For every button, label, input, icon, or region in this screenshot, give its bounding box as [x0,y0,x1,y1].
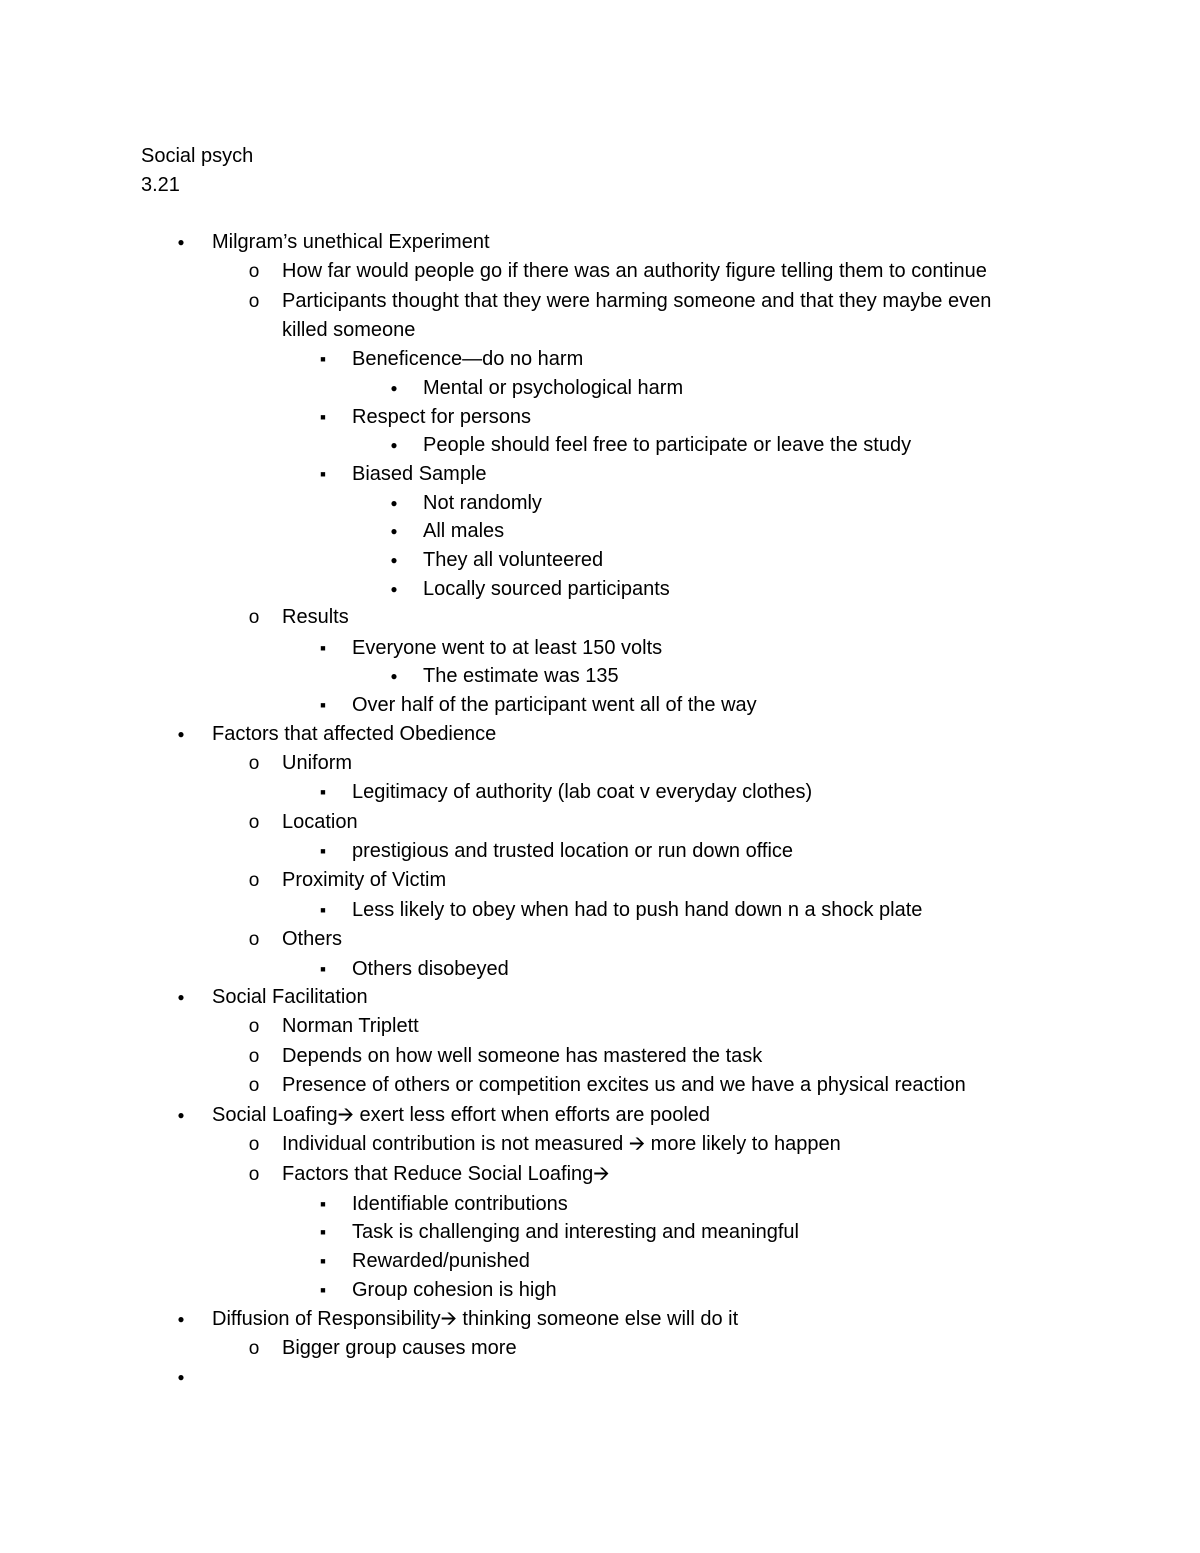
hollow-bullet-icon [244,257,264,286]
round-bullet-icon [171,228,191,259]
hollow-bullet-icon [244,1042,264,1071]
square-bullet-icon [313,1218,333,1250]
round-bullet-icon [171,720,191,751]
hollow-bullet-icon [244,287,264,316]
round-bullet-icon [171,1101,191,1132]
square-bullet-icon [313,403,333,435]
square-bullet-icon [313,896,333,928]
document-title: Social psych [141,145,254,167]
square-bullet-icon [313,1276,333,1308]
square-bullet-icon [313,460,333,492]
round-bullet-icon [384,517,404,548]
hollow-bullet-icon [244,603,264,632]
list-item-level-4: Mental or psychological harm [423,377,684,399]
list-item-level-3: Group cohesion is high [352,1279,557,1301]
list-item-level-4: Locally sourced participants [423,578,670,600]
list-item-level-2: How far would people go if there was an authority figure telling them to continue [282,260,987,282]
round-bullet-icon [384,662,404,693]
list-item-level-2: Results [282,606,349,628]
list-item-level-4: The estimate was 135 [423,665,619,687]
square-bullet-icon [313,837,333,869]
square-bullet-icon [313,691,333,723]
hollow-bullet-icon [244,1071,264,1100]
list-item-level-4: People should feel free to participate or leave the study [423,434,912,456]
round-bullet-icon [384,489,404,520]
list-item-level-2: Norman Triplett [282,1015,419,1037]
round-bullet-icon [384,374,404,405]
list-item-level-2: Others [282,928,343,950]
list-item-level-3: Identifiable contributions [352,1193,568,1215]
list-item-level-3: Less likely to obey when had to push hand down n a shock plate [352,899,923,921]
square-bullet-icon [313,345,333,377]
hollow-bullet-icon [244,1130,264,1159]
hollow-bullet-icon [244,1334,264,1363]
list-item-level-3: Everyone went to at least 150 volts [352,637,663,659]
list-item-level-2: Proximity of Victim [282,869,447,891]
round-bullet-icon [384,575,404,606]
list-item-level-2: Factors that Reduce Social Loafing🡪 [282,1163,610,1185]
list-item-continuation: killed someone [282,319,416,341]
list-item-level-2: Depends on how well someone has mastered the task [282,1045,763,1067]
list-item-level-2: Location [282,811,358,833]
round-bullet-icon [171,1363,191,1394]
list-item-level-1: Factors that affected Obedience [212,723,497,745]
list-item-level-2: Bigger group causes more [282,1337,517,1359]
list-item-level-3: Legitimacy of authority (lab coat v everyday clothes) [352,781,813,803]
square-bullet-icon [313,634,333,666]
square-bullet-icon [313,1247,333,1279]
round-bullet-icon [384,546,404,577]
list-item-level-1: Social Facilitation [212,986,368,1008]
list-item-level-3: Others disobeyed [352,958,509,980]
list-item-level-4: They all volunteered [423,549,604,571]
list-item-level-2: Participants thought that they were harming someone and that they maybe even [282,290,992,312]
list-item-level-2: Individual contribution is not measured 🡪 more likely to happen [282,1133,841,1155]
list-item-level-2: Presence of others or competition excites us and we have a physical reaction [282,1074,966,1096]
list-item-level-3: prestigious and trusted location or run down office [352,840,794,862]
list-item-level-1: Social Loafing🡪 exert less effort when efforts are pooled [212,1104,711,1126]
list-item-level-4: Not randomly [423,492,542,514]
list-item-level-4: All males [423,520,505,542]
list-item-level-3: Task is challenging and interesting and meaningful [352,1221,799,1243]
list-item-level-2: Uniform [282,752,353,774]
hollow-bullet-icon [244,1160,264,1189]
round-bullet-icon [384,431,404,462]
hollow-bullet-icon [244,1012,264,1041]
list-item-level-1: Milgram’s unethical Experiment [212,231,490,253]
list-item-level-3: Rewarded/punished [352,1250,530,1272]
square-bullet-icon [313,778,333,810]
hollow-bullet-icon [244,866,264,895]
list-item-level-3: Biased Sample [352,463,487,485]
round-bullet-icon [171,983,191,1014]
list-item-level-1: Diffusion of Responsibility🡪 thinking someone else will do it [212,1308,739,1330]
round-bullet-icon [171,1305,191,1336]
hollow-bullet-icon [244,749,264,778]
list-item-level-3: Respect for persons [352,406,531,428]
document-date: 3.21 [141,174,180,196]
list-item-level-3: Beneficence—do no harm [352,348,584,370]
hollow-bullet-icon [244,925,264,954]
list-item-level-3: Over half of the participant went all of the way [352,694,757,716]
hollow-bullet-icon [244,808,264,837]
